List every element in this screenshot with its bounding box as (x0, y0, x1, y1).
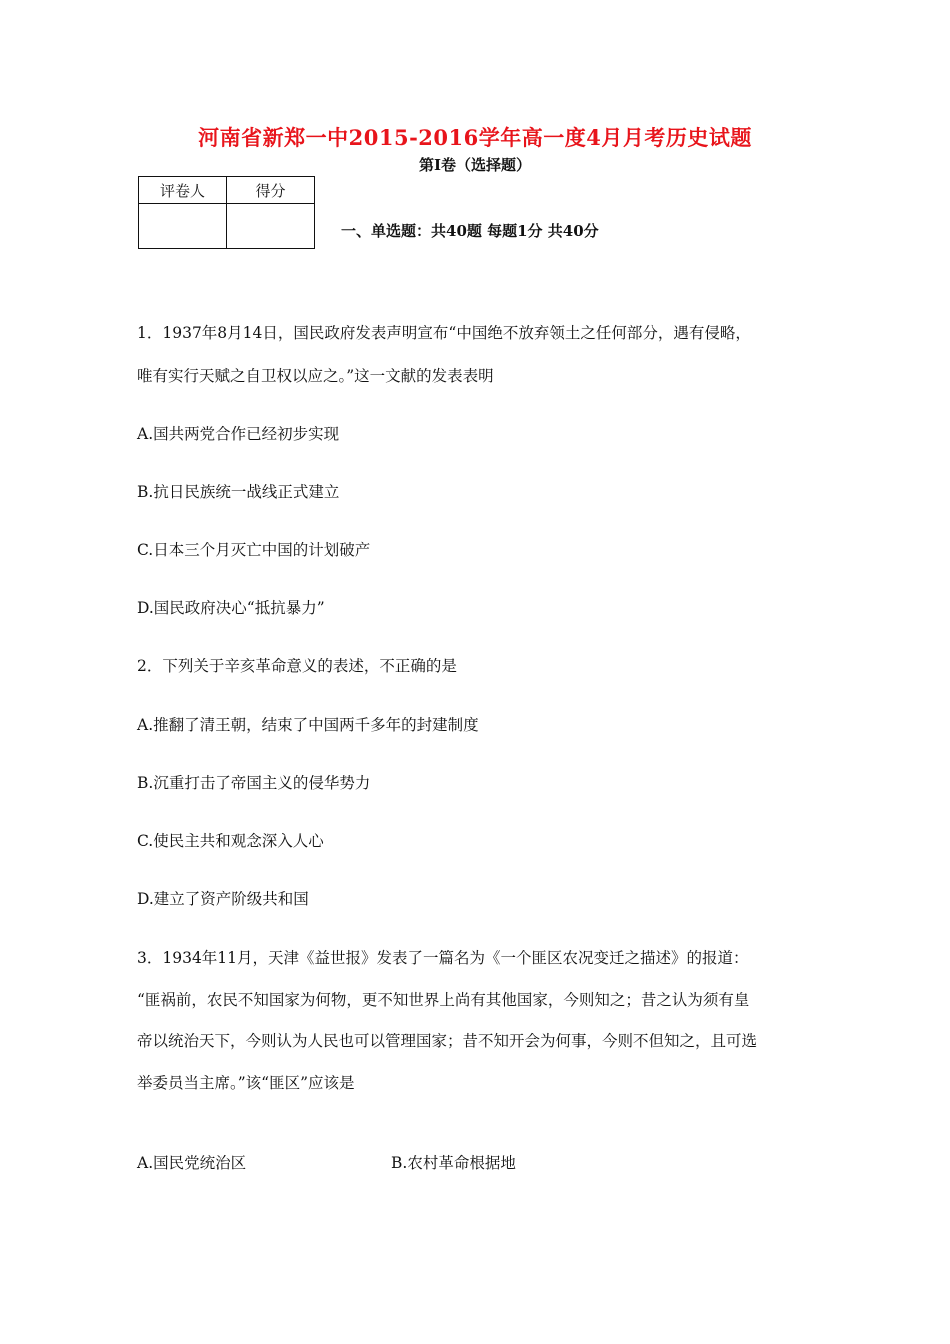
question-1-stem-line-1: 1．1937年8月14日，国民政府发表声明宣布“中国绝不放弃领土之任何部分，遇有侵略， (137, 324, 751, 342)
grader-cell (139, 204, 227, 249)
score-table (138, 176, 315, 249)
question-2-option-a: A.推翻了清王朝，结束了中国两千多年的封建制度 (137, 716, 479, 734)
question-1-option-a: A.国共两党合作已经初步实现 (137, 425, 340, 443)
question-2-option-c: C.使民主共和观念深入人心 (137, 832, 324, 850)
question-1-stem-line-2: 唯有实行天赋之自卫权以应之。”这一文献的发表表明 (137, 367, 494, 385)
section-heading: 一、单选题：共40题 每题1分 共40分 (341, 222, 599, 240)
question-2-option-d: D.建立了资产阶级共和国 (137, 890, 309, 908)
question-3-stem-line-1: 3．1934年11月，天津《益世报》发表了一篇名为《一个匪区农况变迁之描述》的报道： (137, 949, 749, 967)
question-3-stem-line-3: 帝以统治天下，今则认为人民也可以管理国家；昔不知开会为何事，今则不但知之，且可选 (137, 1032, 758, 1050)
question-2-stem-line-1: 2．下列关于辛亥革命意义的表述，不正确的是 (137, 657, 457, 675)
question-3-option-b: B.农村革命根据地 (391, 1154, 516, 1172)
question-1-option-b: B.抗日民族统一战线正式建立 (137, 483, 340, 501)
score-header: 得分 (227, 177, 315, 204)
question-3-stem-line-4: 举委员当主席。”该“匪区”应该是 (137, 1074, 355, 1092)
question-1-option-c: C.日本三个月灭亡中国的计划破产 (137, 541, 371, 559)
document-subtitle: 第I卷（选择题） (418, 156, 532, 174)
question-1-option-d: D.国民政府决心“抵抗暴力” (137, 599, 325, 617)
grader-header: 评卷人 (139, 177, 227, 204)
score-cell (227, 204, 315, 249)
question-2-option-b: B.沉重打击了帝国主义的侵华势力 (137, 774, 371, 792)
document-title: 河南省新郑一中2015-2016学年高一度4月月考历史试题 (198, 125, 752, 150)
question-3-option-a: A.国民党统治区 (137, 1154, 247, 1172)
question-3-stem-line-2: “匪祸前，农民不知国家为何物，更不知世界上尚有其他国家，今则知之；昔之认为须有皇 (137, 991, 750, 1009)
